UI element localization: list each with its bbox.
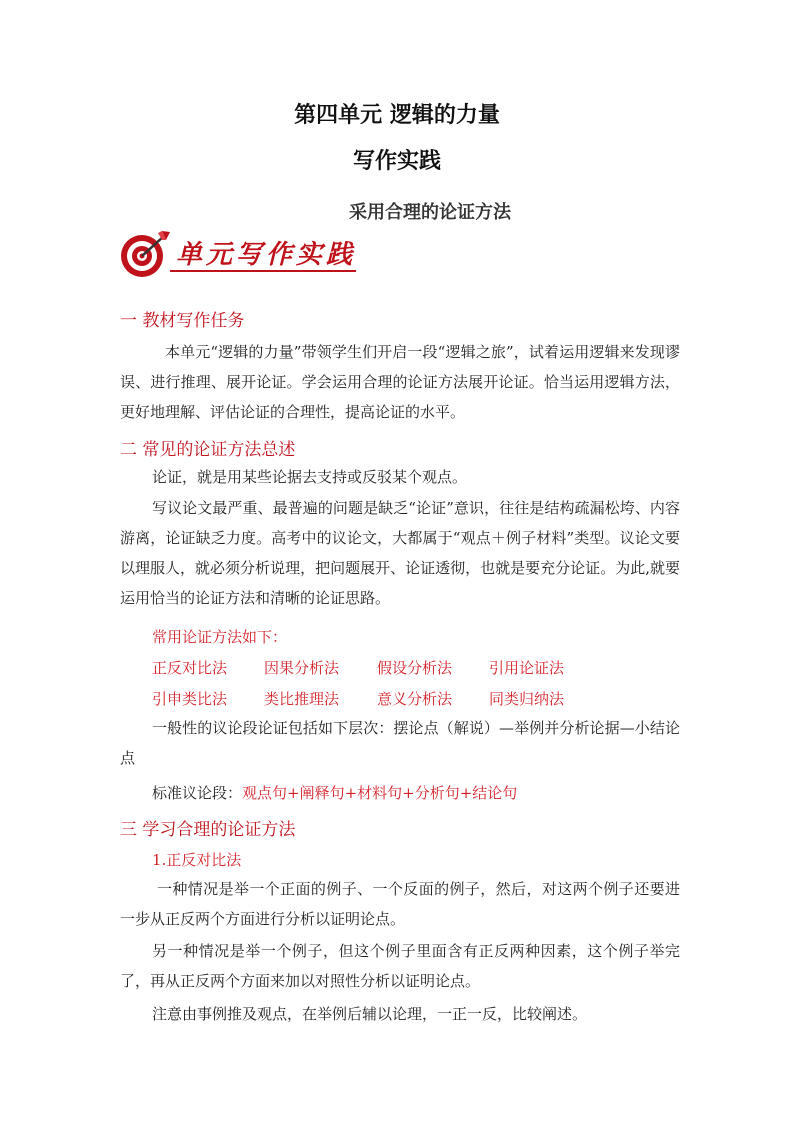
section-title: 写作实践 — [352, 149, 441, 174]
argument-levels: 一般性的议论段论证包括如下层次：摆论点（解说）—举例并分析论据—小结论点 — [120, 719, 680, 767]
section-heading-1: 一 教材写作任务 — [120, 311, 245, 331]
method-item: 类比推理法 — [264, 690, 340, 708]
section-heading-2: 二 常见的论证方法总述 — [120, 440, 296, 460]
standard-paragraph-structure: 观点句+阐释句+材料句+分析句+结论句 — [242, 784, 518, 802]
banner-underline — [170, 270, 356, 272]
method-item: 正反对比法 — [152, 659, 228, 677]
section-2-paragraph-2: 写议论文最严重、最普遍的问题是缺乏“论证”意识，往往是结构疏漏松垮、内容游离，论证缺乏力度。高考中的议论文，大都属于“观点＋例子材料”类型。议论文要以理服人，就必须分析说理，把问题展开、论证透彻，也就是要充分论证。为此,就要运用恰当的论证方法和清晰的论证思路。 — [120, 499, 680, 607]
section-3-paragraph-1: 一种情况是举一个正面的例子、一个反面的例子，然后，对这两个例子还要进一步从正反两个方面进行分析以证明论点。 — [120, 880, 680, 928]
method-item: 引申类比法 — [152, 690, 228, 708]
method-item: 意义分析法 — [377, 690, 453, 708]
method-item: 引用论证法 — [489, 659, 565, 677]
standard-paragraph — [152, 782, 517, 803]
methods-intro: 常用论证方法如下： — [152, 628, 288, 646]
section-heading-3: 三 学习合理的论证方法 — [120, 820, 296, 840]
section-3-paragraph-3: 注意由事例推及观点，在举例后辅以论理，一正一反，比较阐述。 — [152, 1005, 588, 1023]
method-item: 假设分析法 — [377, 659, 453, 677]
target-icon — [118, 228, 174, 280]
topic-title: 采用合理的论证方法 — [349, 202, 511, 223]
unit-writing-banner — [118, 228, 358, 280]
section-2-paragraph-1: 论证，就是用某些论据去支持或反驳某个观点。 — [152, 468, 468, 486]
section-3-paragraph-2: 另一种情况是举一个例子，但这个例子里面含有正反两种因素，这个例子举完了，再从正反两个方面来加以对照性分析以证明论点。 — [120, 942, 680, 990]
method-item: 同类归纳法 — [489, 690, 565, 708]
banner-text: 单元写作实践 — [176, 240, 357, 270]
standard-paragraph-label: 标准议论段： — [152, 784, 243, 802]
section-1-body: 本单元“逻辑的力量”带领学生们开启一段“逻辑之旅”，试着运用逻辑来发现谬误、进行推理、展开论证。学会运用合理的论证方法展开论证。恰当运用逻辑方法，更好地理解、评估论证的合理性，提高论证的水平。 — [120, 343, 680, 421]
subheading-contrast-method: 1.正反对比法 — [152, 851, 242, 869]
method-item: 因果分析法 — [264, 659, 340, 677]
unit-title: 第四单元 逻辑的力量 — [294, 103, 500, 128]
